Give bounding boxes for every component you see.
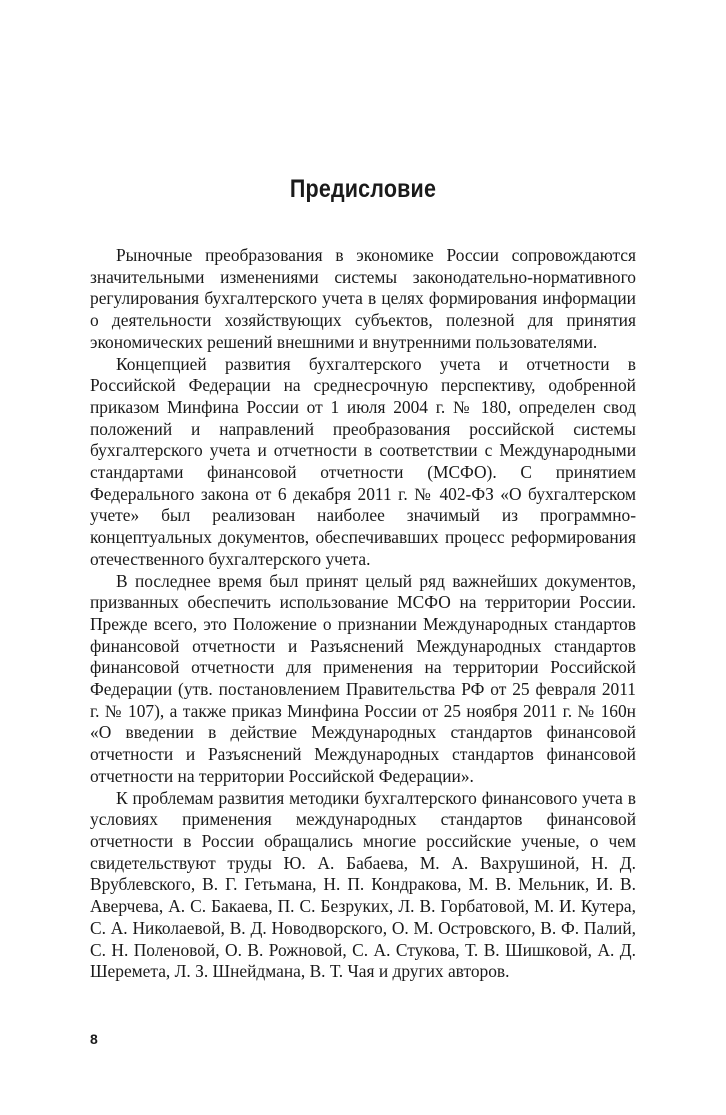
page-title: Предисловие [289, 175, 437, 203]
body-text [90, 245, 636, 983]
paragraph-3: В последнее время был принят целый ряд важнейших документов, призванных обеспечить использование МСФО на территории России. Прежде всего, это Положение о признании Международных стандартов финансовой отчетности и Разъяснений Международных стандартов финансовой отчетности для применения на территории Российской Федерации (утв. постановлением Правительства РФ от 25 февраля 2011 г. № 107), а также приказ Минфина России от 25 ноября 2011 г. № 160н «О введении в действие Международных стандартов финансовой отчетности и Разъяснений Международных стандартов финансовой отчетности на территории Российской Федерации». [90, 570, 636, 786]
paragraph-1: Рыночные преобразования в экономике России сопровождаются значительными изменениями системы законодательно-нормативного регулирования бухгалтерского учета в целях формирования информации о деятельности хозяйствующих субъектов, полезной для принятия экономических решений внешними и внутренними пользователями. [90, 245, 636, 352]
paragraph-4: К проблемам развития методики бухгалтерского финансового учета в условиях применения международных стандартов финансовой отчетности в России обращались многие российские ученые, о чем свидетельствуют труды Ю. А. Бабаева, М. А. Вахрушиной, Н. Д. Врублевского, В. Г. Гетьмана, Н. П. Кондракова, М. В. Мельник, И. В. Аверчева, А. С. Бакаева, П. С. Безруких, Л. В. Горбатовой, М. И. Кутера, С. А. Николаевой, В. Д. Новодворского, О. М. Островского, В. Ф. Палий, С. Н. Поленовой, О. В. Рожновой, С. А. Стукова, Т. В. Шишковой, А. Д. Шеремета, Л. З. Шнейдмана, В. Т. Чая и других авторов. [90, 787, 636, 982]
page-number: 8 [90, 1031, 98, 1047]
paragraph-2: Концепцией развития бухгалтерского учета и отчетности в Российской Федерации на среднесрочную перспективу, одобренной приказом Минфина России от 1 июля 2004 г. № 180, определен свод положений и направлений преобразования российской системы бухгалтерского учета и отчетности в соответствии с Международными стандартами финансовой отчетности (МСФО). С принятием Федерального закона от 6 декабря 2011 г. № 402-ФЗ «О бухгалтерском учете» был реализован наиболее значимый из программно-концептуальных документов, обеспечивавших процесс реформирования отечественного бухгалтерского учета. [90, 353, 636, 569]
